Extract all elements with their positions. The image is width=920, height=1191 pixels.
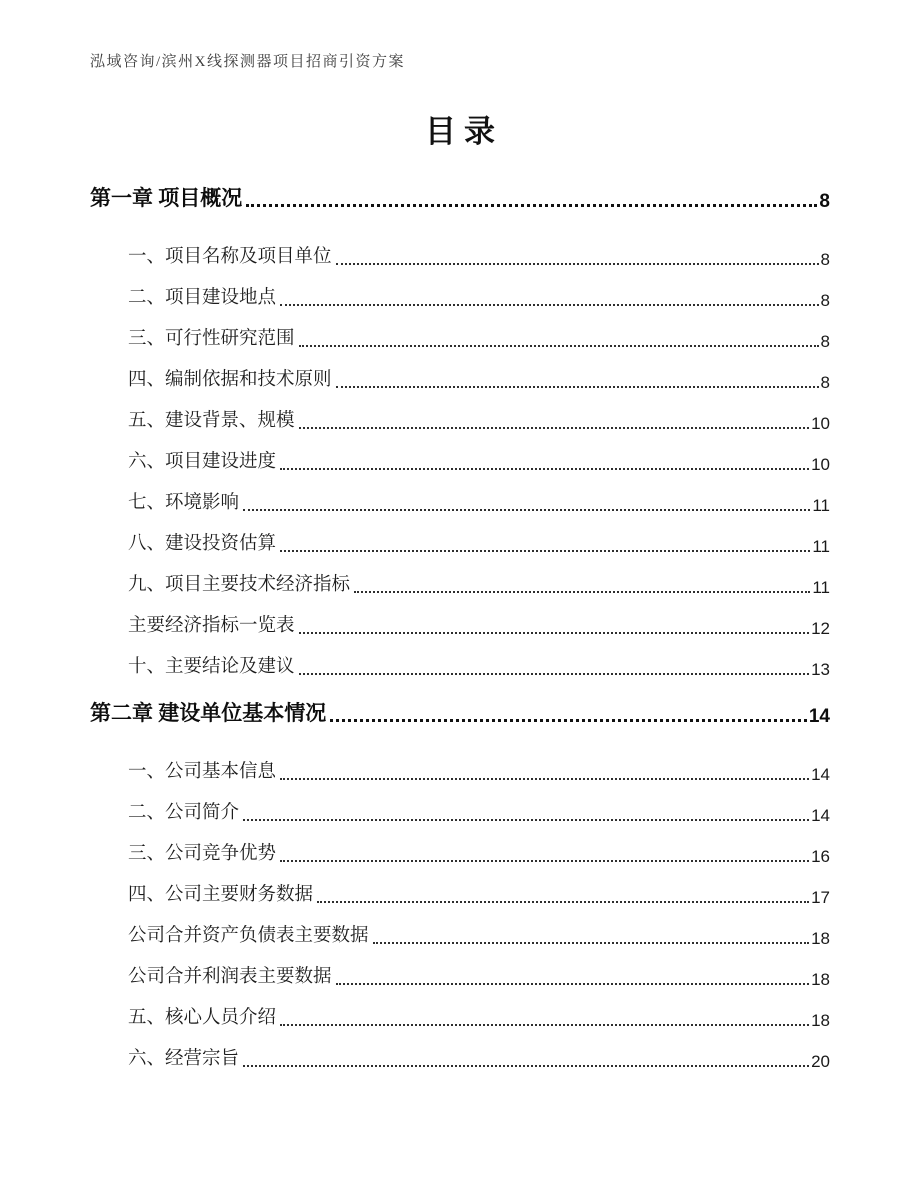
toc-item-entry[interactable]: [90, 654, 830, 680]
toc-entry-label: 主要经济指标一览表: [128, 616, 295, 636]
dot-leader: [280, 778, 809, 780]
toc-item-entry[interactable]: [90, 490, 830, 516]
toc-entry-label: 一、公司基本信息: [128, 762, 277, 782]
page-number: 12: [811, 619, 830, 639]
page-number: 11: [812, 578, 830, 598]
dot-leader: [246, 204, 817, 207]
page-number: 11: [812, 496, 830, 516]
page-number: 8: [820, 250, 830, 270]
dot-leader: [336, 983, 810, 985]
dot-leader: [280, 468, 809, 470]
toc-entry-label: 二、项目建设地点: [128, 288, 277, 308]
toc-item-entry[interactable]: [90, 1005, 830, 1031]
page-number: 14: [811, 806, 830, 826]
dot-leader: [280, 1024, 809, 1026]
page-number: 16: [811, 847, 830, 867]
toc-item-entry[interactable]: [90, 800, 830, 826]
document-header: 泓域咨询/滨州X线探测器项目招商引资方案: [90, 54, 406, 70]
toc-item-entry[interactable]: [90, 613, 830, 639]
dot-leader: [330, 719, 807, 722]
page-number: 17: [811, 888, 830, 908]
dot-leader: [243, 819, 809, 821]
toc-chapter-entry[interactable]: [90, 183, 830, 213]
table-of-contents: [90, 183, 830, 1087]
toc-item-entry[interactable]: [90, 964, 830, 990]
toc-item-entry[interactable]: [90, 759, 830, 785]
dot-leader: [280, 304, 819, 306]
dot-leader: [299, 427, 810, 429]
toc-item-entry[interactable]: [90, 408, 830, 434]
page-title: 目录: [425, 114, 503, 149]
page-number: 10: [811, 414, 830, 434]
toc-entry-label: 三、可行性研究范围: [128, 329, 295, 349]
toc-item-entry[interactable]: [90, 449, 830, 475]
toc-item-entry[interactable]: [90, 367, 830, 393]
toc-item-entry[interactable]: [90, 326, 830, 352]
toc-entry-label: 四、公司主要财务数据: [128, 885, 314, 905]
page-number: 11: [812, 537, 830, 557]
toc-entry-label: 十、主要结论及建议: [128, 657, 295, 677]
page-number: 8: [820, 373, 830, 393]
toc-entry-label: 公司合并利润表主要数据: [128, 967, 332, 987]
toc-entry-label: 六、项目建设进度: [128, 452, 277, 472]
toc-item-entry[interactable]: [90, 841, 830, 867]
toc-item-entry[interactable]: [90, 882, 830, 908]
toc-entry-label: 一、项目名称及项目单位: [128, 247, 332, 267]
dot-leader: [280, 550, 810, 552]
toc-entry-label: 七、环境影响: [128, 493, 240, 513]
dot-leader: [243, 1065, 809, 1067]
page-number: 14: [808, 706, 830, 728]
toc-chapter-entry[interactable]: [90, 698, 830, 728]
toc-entry-label: 二、公司简介: [128, 803, 240, 823]
toc-entry-label: 第一章 项目概况: [90, 186, 243, 210]
dot-leader: [336, 263, 819, 265]
toc-entry-label: 六、经营宗旨: [128, 1049, 240, 1069]
page-number: 8: [819, 191, 830, 213]
page-number: 10: [811, 455, 830, 475]
toc-item-entry[interactable]: [90, 572, 830, 598]
toc-entry-label: 五、核心人员介绍: [128, 1008, 277, 1028]
toc-item-entry[interactable]: [90, 244, 830, 270]
page-number: 18: [811, 929, 830, 949]
toc-entry-label: 三、公司竞争优势: [128, 844, 277, 864]
page-number: 8: [820, 332, 830, 352]
toc-entry-label: 八、建设投资估算: [128, 534, 277, 554]
page-number: 8: [820, 291, 830, 311]
dot-leader: [243, 509, 810, 511]
toc-item-entry[interactable]: [90, 923, 830, 949]
toc-entry-label: 第二章 建设单位基本情况: [90, 701, 327, 725]
page-number: 14: [811, 765, 830, 785]
page-number: 13: [811, 660, 830, 680]
dot-leader: [299, 632, 810, 634]
page-number: 18: [811, 1011, 830, 1031]
toc-entry-label: 九、项目主要技术经济指标: [128, 575, 351, 595]
page-number: 18: [811, 970, 830, 990]
dot-leader: [336, 386, 819, 388]
toc-item-entry[interactable]: [90, 1046, 830, 1072]
toc-entry-label: 四、编制依据和技术原则: [128, 370, 332, 390]
toc-item-entry[interactable]: [90, 285, 830, 311]
dot-leader: [299, 673, 810, 675]
dot-leader: [317, 901, 809, 903]
dot-leader: [299, 345, 819, 347]
toc-entry-label: 五、建设背景、规模: [128, 411, 295, 431]
dot-leader: [373, 942, 810, 944]
toc-item-entry[interactable]: [90, 531, 830, 557]
dot-leader: [354, 591, 810, 593]
page-number: 20: [811, 1052, 830, 1072]
toc-entry-label: 公司合并资产负债表主要数据: [128, 926, 369, 946]
dot-leader: [280, 860, 809, 862]
